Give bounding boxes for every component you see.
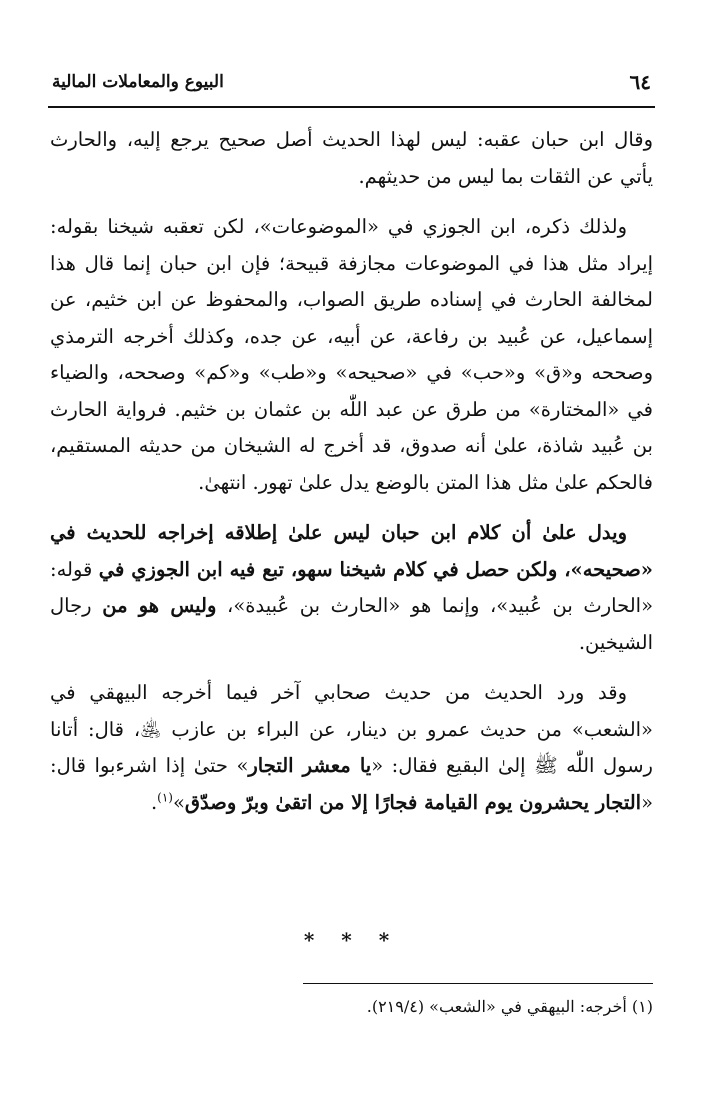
paragraph-4-period: .	[150, 790, 158, 814]
hadith-call: يا معشر التجار	[248, 754, 372, 777]
paragraph-3-tail: رجال الشيخين.	[50, 594, 653, 654]
paragraph-2: ولذلك ذكره، ابن الجوزي في «الموضوعات»، لكن تعقبه شيخنا بقوله: إيراد مثل هذا في الموضوعات مجازفة قبيحة؛ فإن ابن حبان إنما قال هذا لمخالفة الحارث في إسناده طريق الصواب، والمحفوظ عن ابن خثيم، عن إسماعيل، عن عُبيد بن رفاعة، عن أبيه، عن جده، وكذلك أخرجه الترمذي وصححه و«ق» و«حب» في «صحيحه» و«طب» و«كم» وصححه، والضياء في «المختارة» من طرق عن عبد اللّٰه بن عثمان بن خثيم. فرواية الحارث بن عُبيد شاذة، علىٰ أنه صدوق، قد أخرج له الشيخان من حديثه المستقيم، فالحكم علىٰ مثل هذا المتن بالوضع يدل علىٰ تهور. انتهىٰ.	[50, 215, 653, 494]
page-body	[50, 122, 653, 835]
paragraph-3	[50, 515, 653, 661]
paragraph-4	[50, 675, 653, 821]
paragraph-3-bold-end: وليس هو من	[102, 594, 217, 617]
section-separator: * * *	[303, 928, 400, 952]
running-title: البيوع والمعاملات المالية	[52, 72, 224, 92]
paragraph-4-intro: وقد ورد الحديث من حديث صحابي آخر فيما أخرجه البيهقي في «الشعب» من حديث عمرو بن دينار، عن البراء بن عازب ﵁، قال: أتانا رسول اللّٰه ﷺ إلىٰ البقيع فقال: «	[50, 681, 653, 777]
paragraph-3-bold-start: ويدل علىٰ أن كلام ابن حبان ليس علىٰ إطلاقه إخراجه للحديث في «صحيحه»، ولكن حصل في كلام شيخنا سهو، تبع فيه ابن الجوزي في	[50, 521, 653, 581]
paragraph-3-normal: قوله: «الحارث بن عُبيد»، وإنما هو «الحارث بن عُبيدة»،	[50, 557, 654, 617]
hadith-quote: التجار يحشرون يوم القيامة فجارًا إلا من اتقىٰ وبرّ وصدّق	[184, 790, 642, 814]
footnote: (١) أخرجه: البيهقي في «الشعب» (٢١٩/٤).	[366, 997, 653, 1016]
page-number: ٦٤	[629, 70, 651, 94]
paragraph-4-quote-end: »	[172, 790, 185, 814]
paragraph-1: وقال ابن حبان عقبه: ليس لهذا الحديث أصل صحيح يرجع إليه، والحارث يأتي عن الثقات بما ليس من حديثهم.	[50, 128, 653, 188]
header-divider	[48, 106, 655, 108]
page-header	[52, 62, 651, 102]
footnote-marker: (١)	[157, 790, 173, 804]
paragraph-4-middle: » حتىٰ إذا اشرءبوا قال: «	[50, 754, 653, 814]
footnote-divider	[303, 983, 653, 984]
